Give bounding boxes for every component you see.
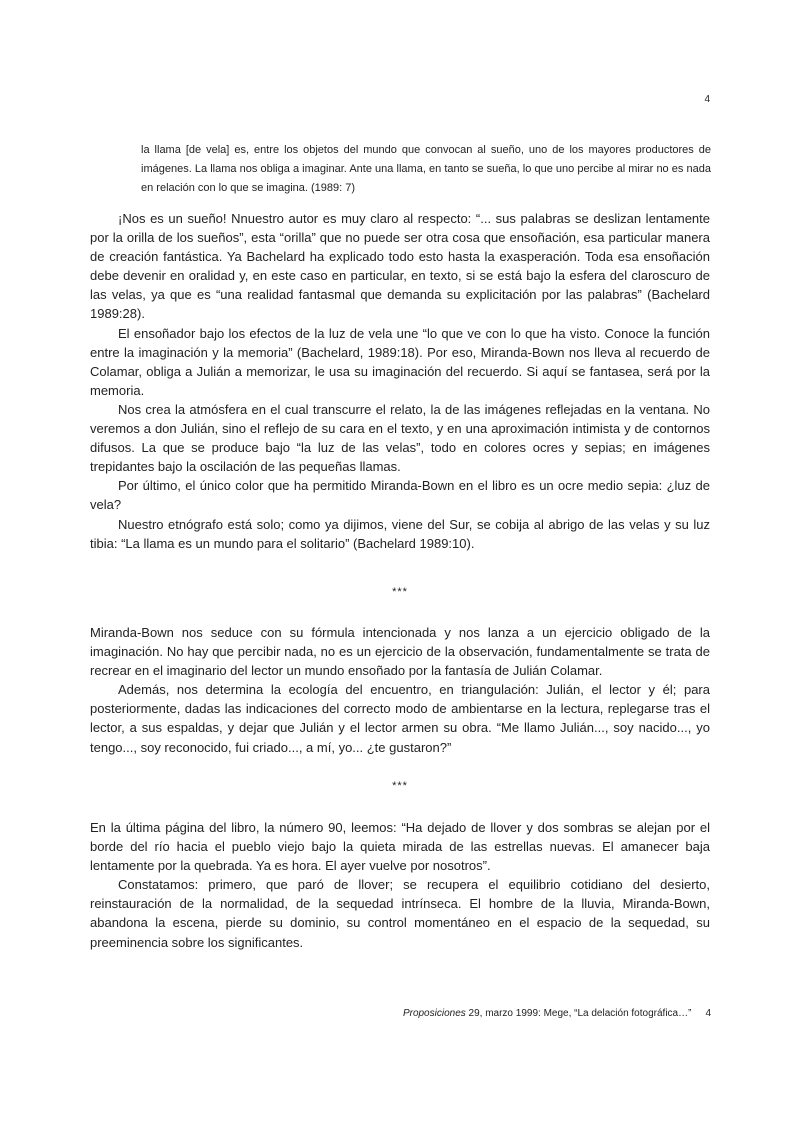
paragraph: En la última página del libro, la número 90, leemos: “Ha dejado de llover y dos sombras se alejan por el borde del río hacia el pueblo viejo bajo la quieta mirada de las estrellas nuevas. El amanecer baja lentamente por la quebrada. Ya es hora. El ayer vuelve por nosotros”. <box>90 820 710 874</box>
footer-journal: Proposiciones <box>402 1008 466 1019</box>
section-separator: *** <box>392 780 408 792</box>
paragraph: Nos crea la atmósfera en el cual transcurre el relato, la de las imágenes reflejadas en la ventana. No veremos a don Julián, sino el reflejo de su cara en el texto, y en una aproximación intimista y de contornos difusos. La que se produce bajo “la luz de las velas”, todo en colores ocres y sepias; en imágenes trepidantes bajo la oscilación de las pequeñas llamas. <box>90 401 710 475</box>
block-quote: la llama [de vela] es, entre los objetos del mundo que convocan al sueño, uno de los mayores productores de imágenes. La llama nos obliga a imaginar. Ante una llama, en tanto se sueña, lo que uno percibe al mirar no es nada en relación con lo que se imagina. (1989: 7) <box>141 144 711 194</box>
paragraph: Por último, el único color que ha permitido Miranda-Bown en el libro es un ocre medio sepia: ¿luz de vela? <box>90 478 710 513</box>
section-2 <box>90 623 710 757</box>
paragraph: ¡Nos es un sueño! Nnuestro autor es muy claro al respecto: “... sus palabras se deslizan lentamente por la orilla de los sueños”, esta “orilla” que no puede ser otra cosa que ensoñación, esa particular manera de creación fantástica. Ya Bachelard ha explicado todo esto hasta la exasperación. Toda esa ensoñación debe devenir en oralidad y, en este caso en particular, en texto, si se está bajo la esfera del claroscuro de las velas, ya que es “una realidad fantasmal que demanda su explicitación por las palabras” (Bachelard 1989:28). <box>90 211 710 322</box>
paragraph: El ensoñador bajo los efectos de la luz de vela une “lo que ve con lo que ha visto. Conoce la función entre la imaginación y la memoria” (Bachelard, 1989:18). Por eso, Miranda-Bown nos lleva al recuerdo de Colamar, obliga a Julián a memorizar, le usa su imaginación del recuerdo. Si aquí se fantasea, será por la memoria. <box>90 325 710 398</box>
page-number-top: 4 <box>704 94 710 105</box>
section-1 <box>90 209 710 553</box>
section-3 <box>90 818 710 952</box>
paragraph: Miranda-Bown nos seduce con su fórmula intencionada y nos lanza a un ejercicio obligado de la imaginación. No hay que percibir nada, no es un ejercicio de la observación, fundamentalmente se trata de recrear en el imaginario del lector un mundo ensoñado por la fantasía de Julián Colamar. <box>90 625 710 679</box>
paragraph: Además, nos determina la ecología del encuentro, en triangulación: Julián, el lector y él; para posteriormente, dadas las indicaciones del correcto modo de ambientarse en la lectura, replegarse tras el lector, a sus espaldas, y dejar que Julián y el lector armen su obra. “Me llamo Julián..., soy nacido..., yo tengo..., soy reconocido, fui criado..., a mí, yo... ¿te gustaron?” <box>90 682 710 755</box>
paragraph: Constatamos: primero, que paró de llover; se recupera el equilibrio cotidiano del desierto, reinstauración de la normalidad, de la sequedad intrínseca. El hombre de la lluvia, Miranda-Bown, abandona la escena, pierde su dominio, su control momentáneo en el espacio de la sequedad, su preeminencia sobre los significantes. <box>90 877 710 950</box>
footer-citation: 29, marzo 1999: Mege, “La delación fotográfica…” <box>465 1008 692 1019</box>
paragraph: Nuestro etnógrafo está solo; como ya dijimos, viene del Sur, se cobija al abrigo de las velas y su luz tibia: “La llama es un mundo para el solitario” (Bachelard 1989:10). <box>90 516 710 551</box>
footer-page-number: 4 <box>705 1008 711 1019</box>
page-footer <box>300 1008 711 1019</box>
section-separator: *** <box>392 586 408 598</box>
